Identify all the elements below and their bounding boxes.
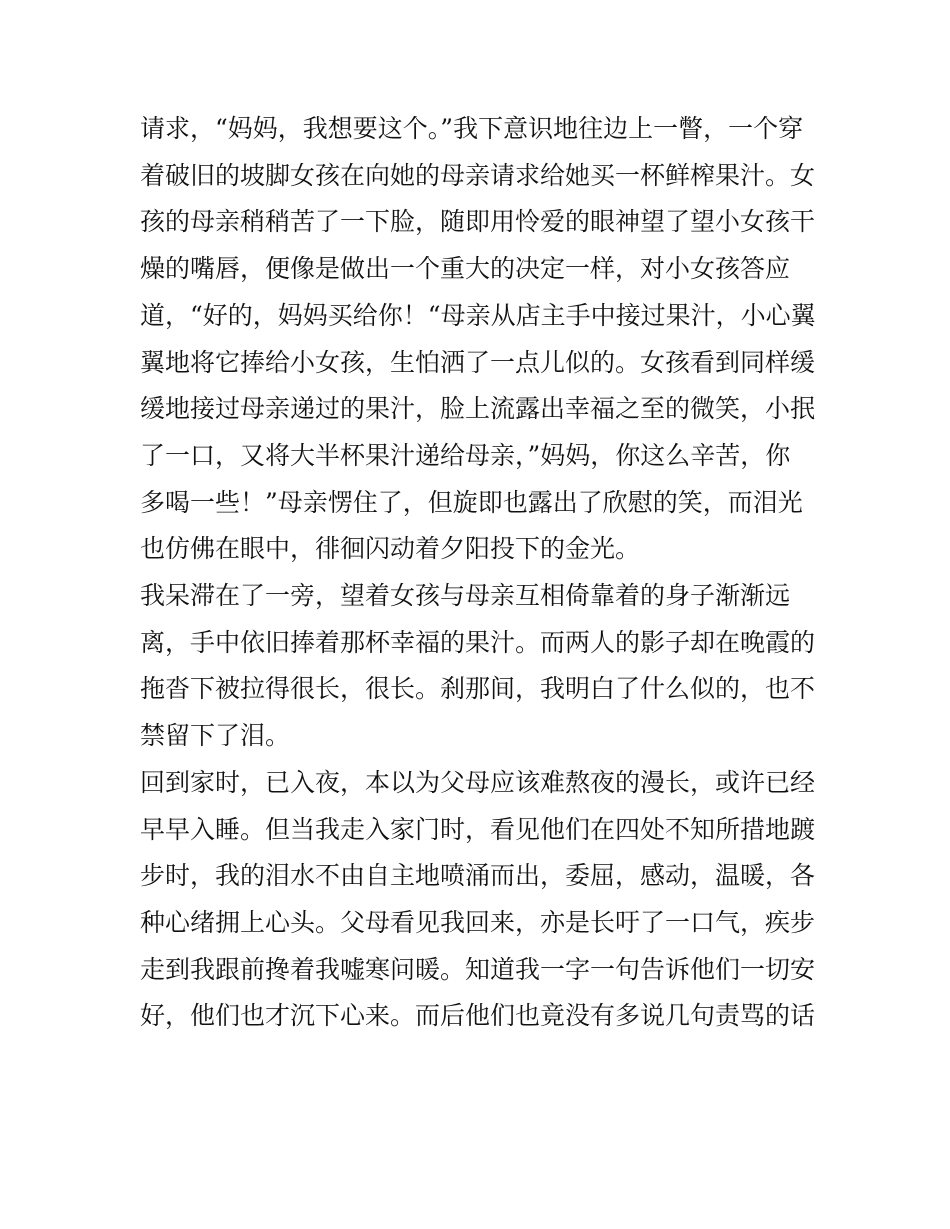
text-line: 请求，“妈妈，我想要这个。”我下意识地往边上一瞥，一个穿 [140, 114, 804, 143]
text-line: 禁留下了泪。 [140, 721, 291, 751]
text-line: 我呆滞在了一旁，望着女孩与母亲互相倚靠着的身子渐渐远 [140, 581, 791, 611]
text-line: 道，“好的，妈妈买给你！“母亲从店主手中接过果汁，小心翼 [140, 300, 816, 330]
paragraph-1 [140, 106, 820, 573]
text-line: 翼地将它捧给小女孩，生怕洒了一点儿似的。女孩看到同样缓 [140, 347, 816, 377]
body-text [140, 106, 820, 1040]
text-line: 燥的嘴唇，便像是做出一个重大的决定一样，对小女孩答应 [140, 254, 791, 284]
text-line: 步时，我的泪水不由自主地喷涌而出，委屈，感动，温暖，各 [140, 861, 816, 891]
text-line: 了一口，又将大半杯果汁递给母亲，”妈妈，你这么辛苦，你 [140, 440, 791, 470]
text-line: 孩的母亲稍稍苦了一下脸，随即用怜爱的眼神望了望小女孩干 [140, 207, 816, 237]
text-line: 多喝一些！”母亲愣住了，但旋即也露出了欣慰的笑，而泪光 [140, 487, 803, 517]
text-line: 回到家时，已入夜，本以为父母应该难熬夜的漫长，或许已经 [140, 767, 816, 797]
text-line: 好，他们也才沉下心来。而后他们也竟没有多说几句责骂的话 [140, 1001, 816, 1031]
paragraph-2 [140, 573, 820, 760]
text-line: 早早入睡。但当我走入家门时，看见他们在四处不知所措地踱 [140, 814, 816, 844]
text-line: 着破旧的坡脚女孩在向她的母亲请求给她买一杯鲜榨果汁。女 [140, 160, 816, 190]
paragraph-3 [140, 760, 820, 1040]
text-line: 离，手中依旧捧着那杯幸福的果汁。而两人的影子却在晚霞的 [140, 627, 816, 657]
text-line: 走到我跟前搀着我嘘寒问暖。知道我一字一句告诉他们一切安 [140, 954, 816, 984]
text-line: 拖沓下被拉得很长，很长。刹那间，我明白了什么似的，也不 [140, 674, 816, 704]
text-line: 缓地接过母亲递过的果汁，脸上流露出幸福之至的微笑，小抿 [140, 394, 816, 424]
text-line: 种心绪拥上心头。父母看见我回来，亦是长吁了一口气，疾步 [140, 907, 816, 937]
text-line: 也仿佛在眼中，徘徊闪动着夕阳投下的金光。 [140, 534, 641, 564]
